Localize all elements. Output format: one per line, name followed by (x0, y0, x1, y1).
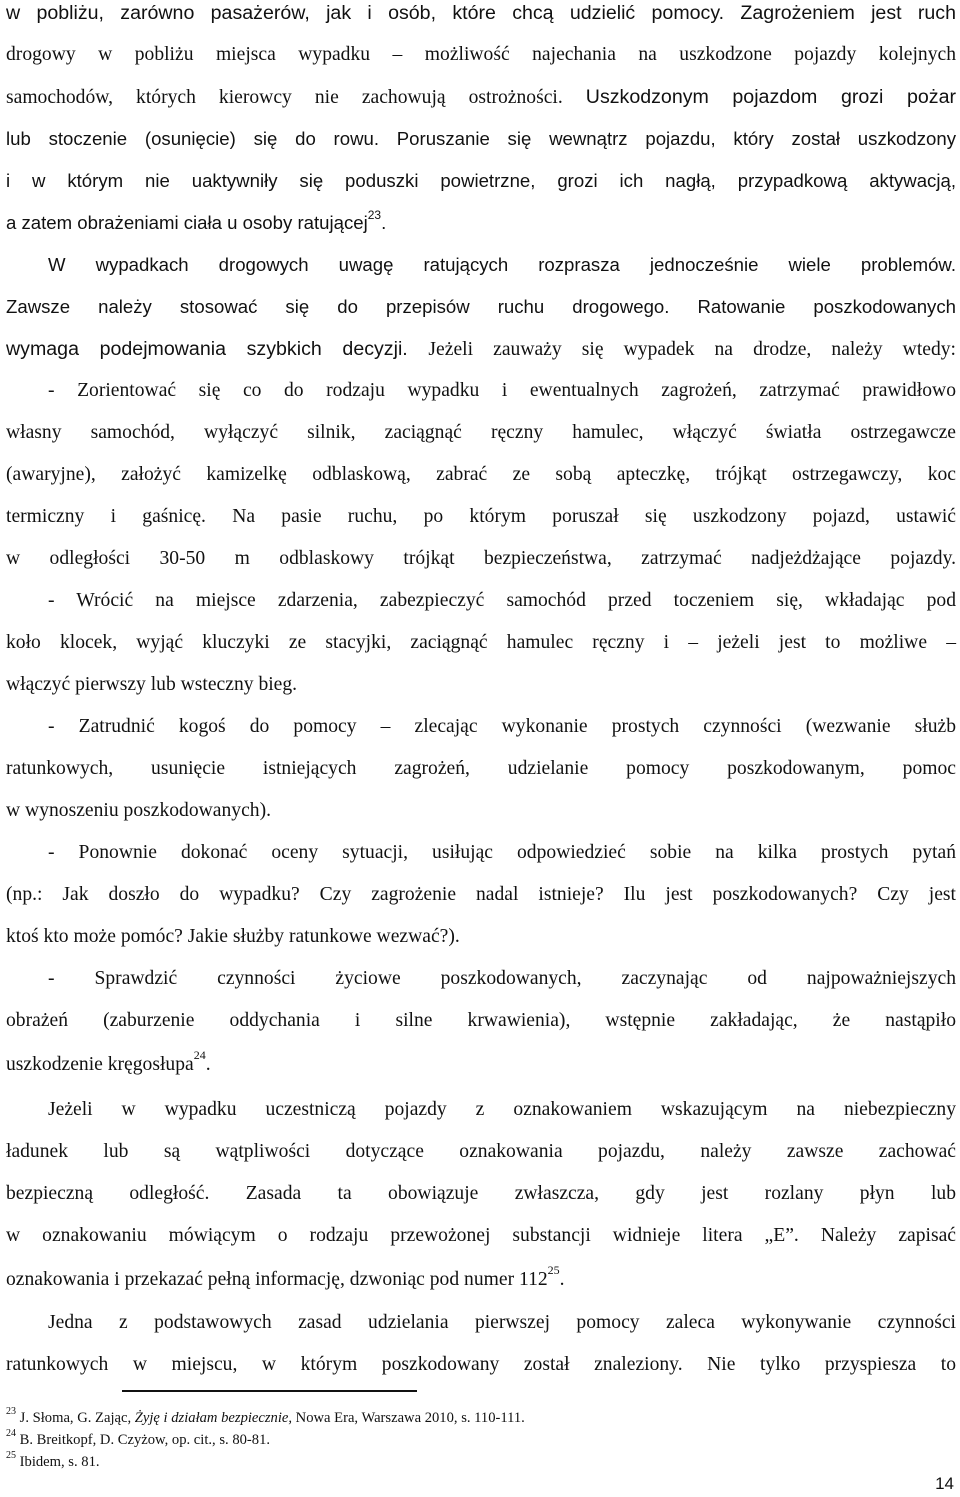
footnote: $^{25}$ Ibidem, s. 81. (6, 1450, 100, 1470)
text-line: włączyć pierwszy lub wsteczny bieg. (6, 674, 298, 695)
text-line: własny samochód, wyłączyć silnik, zaciągnąć ręczny hamulec, włączyć światła ostrzegawcze (6, 422, 956, 443)
text-line: - Zorientować się co do rodzaju wypadku i ewentualnych zagrożeń, zatrzymać prawidłowo (48, 380, 956, 401)
text-line: - Zatrudnić kogoś do pomocy – zlecając wykonanie prostych czynności (wezwanie służb (48, 716, 956, 737)
text-line: bezpieczną odległość. Zasada ta obowiązuje zwłaszcza, gdy jest rozlany płyn lub (6, 1183, 956, 1204)
text-line: Jedna z podstawowych zasad udzielania pierwszej pomocy zaleca wykonywanie czynności (48, 1312, 956, 1333)
footnote-number: 24 (6, 1428, 16, 1440)
text-line: koło klocek, wyjąć kluczyki ze stacyjki, zaciągnąć hamulec ręczny i – jeżeli jest to możliwe – (6, 632, 956, 653)
text-line: a zatem obrażeniami ciała u osoby ratującej$^{23}$. (6, 207, 387, 233)
text-line: termiczny i gaśnicę. Na pasie ruchu, po którym poruszał się uszkodzony pojazd, ustawić (6, 506, 956, 527)
text-line: w wynoszeniu poszkodowanych). (6, 800, 272, 821)
footnote-number: 23 (6, 1406, 16, 1418)
text-line: - Sprawdzić czynności życiowe poszkodowanych, zaczynając od najpoważniejszych (48, 968, 956, 989)
text-line: w pobliżu, zarówno pasażerów, jak i osób, które chcą udzielić pomocy. Zagrożeniem jest ruch (6, 2, 956, 24)
text-line: (np.: Jak doszło do wypadku? Czy zagrożenie nadal istnieje? Ilu jest poszkodowanych? Czy jest (6, 884, 956, 905)
footnote-number: 25 (6, 1450, 16, 1462)
text-line: - Ponownie dokonać oceny sytuacji, usiłując odpowiedzieć sobie na kilka prostych pytań (48, 842, 956, 863)
text-line: obrażeń (zaburzenie oddychania i silne krwawienia), wstępnie zakładając, że nastąpiło (6, 1010, 956, 1031)
text-line: ładunek lub są wątpliwości dotyczące oznakowania pojazdu, należy zawsze zachować (6, 1141, 956, 1162)
text-line: Jeżeli w wypadku uczestniczą pojazdy z oznakowaniem wskazującym na niebezpieczny (48, 1099, 956, 1120)
text-line: samochodów, których kierowcy nie zachowują ostrożności. Uszkodzonym pojazdom grozi pożar (6, 86, 956, 108)
text-line: Zawsze należy stosować się do przepisów ruchu drogowego. Ratowanie poszkodowanych (6, 296, 956, 317)
footnote-divider (122, 1390, 417, 1392)
text-line: ktoś kto może pomóc? Jakie służby ratunkowe wezwać?). (6, 926, 460, 947)
text-line: ratunkowych w miejscu, w którym poszkodowany został znaleziony. Nie tylko przyspiesza to (6, 1354, 956, 1375)
text-line: i w którym nie uaktywniły się poduszki powietrzne, grozi ich nagłą, przypadkową aktywacją, (6, 170, 956, 191)
text-line: drogowy w pobliżu miejsca wypadku – możliwość najechania na uszkodzone pojazdy kolejnych (6, 44, 956, 65)
footnote: $^{24}$ B. Breitkopf, D. Czyżow, op. cit., s. 80-81. (6, 1428, 271, 1448)
text-line: w odległości 30-50 m odblaskowy trójkąt bezpieczeństwa, zatrzymać nadjeżdżające pojazdy. (6, 548, 956, 569)
text-line: lub stoczenie (osunięcie) się do rowu. Poruszanie się wewnątrz pojazdu, który został uszkodzony (6, 128, 956, 149)
text-line: w oznakowaniu mówiącym o rodzaju przewożonej substancji widnieje litera „E”. Należy zapisać (6, 1225, 956, 1246)
footnote: $^{23}$ J. Słoma, G. Zając, Żyję i działam bezpiecznie, Nowa Era, Warszawa 2010, s. 110-111. (6, 1406, 525, 1426)
footnote-ref-25: 25 (547, 1263, 560, 1278)
text-line: oznakowania i przekazać pełną informację, dzwoniąc pod numer $112^{25}$. (6, 1263, 565, 1290)
footnote-ref-24: 24 (193, 1048, 206, 1063)
text-line: - Wrócić na miejsce zdarzenia, zabezpieczyć samochód przed toczeniem się, wkładając pod (48, 590, 956, 611)
footnote-ref-23: 23 (367, 207, 382, 222)
text-line: (awaryjne), założyć kamizelkę odblaskową, zabrać ze sobą apteczkę, trójkąt ostrzegawczy, koc (6, 464, 956, 485)
text-line: wymaga podejmowania szybkich decyzji. Jeżeli zauważy się wypadek na drodze, należy wtedy: (6, 338, 956, 360)
text-line: ratunkowych, usunięcie istniejących zagrożeń, udzielanie pomocy poszkodowanym, pomoc (6, 758, 956, 779)
text-line: uszkodzenie kręgosłupa$^{24}$. (6, 1048, 211, 1075)
page-number: 14 (935, 1474, 954, 1493)
text-line: W wypadkach drogowych uwagę ratujących rozprasza jednocześnie wiele problemów. (48, 254, 956, 275)
